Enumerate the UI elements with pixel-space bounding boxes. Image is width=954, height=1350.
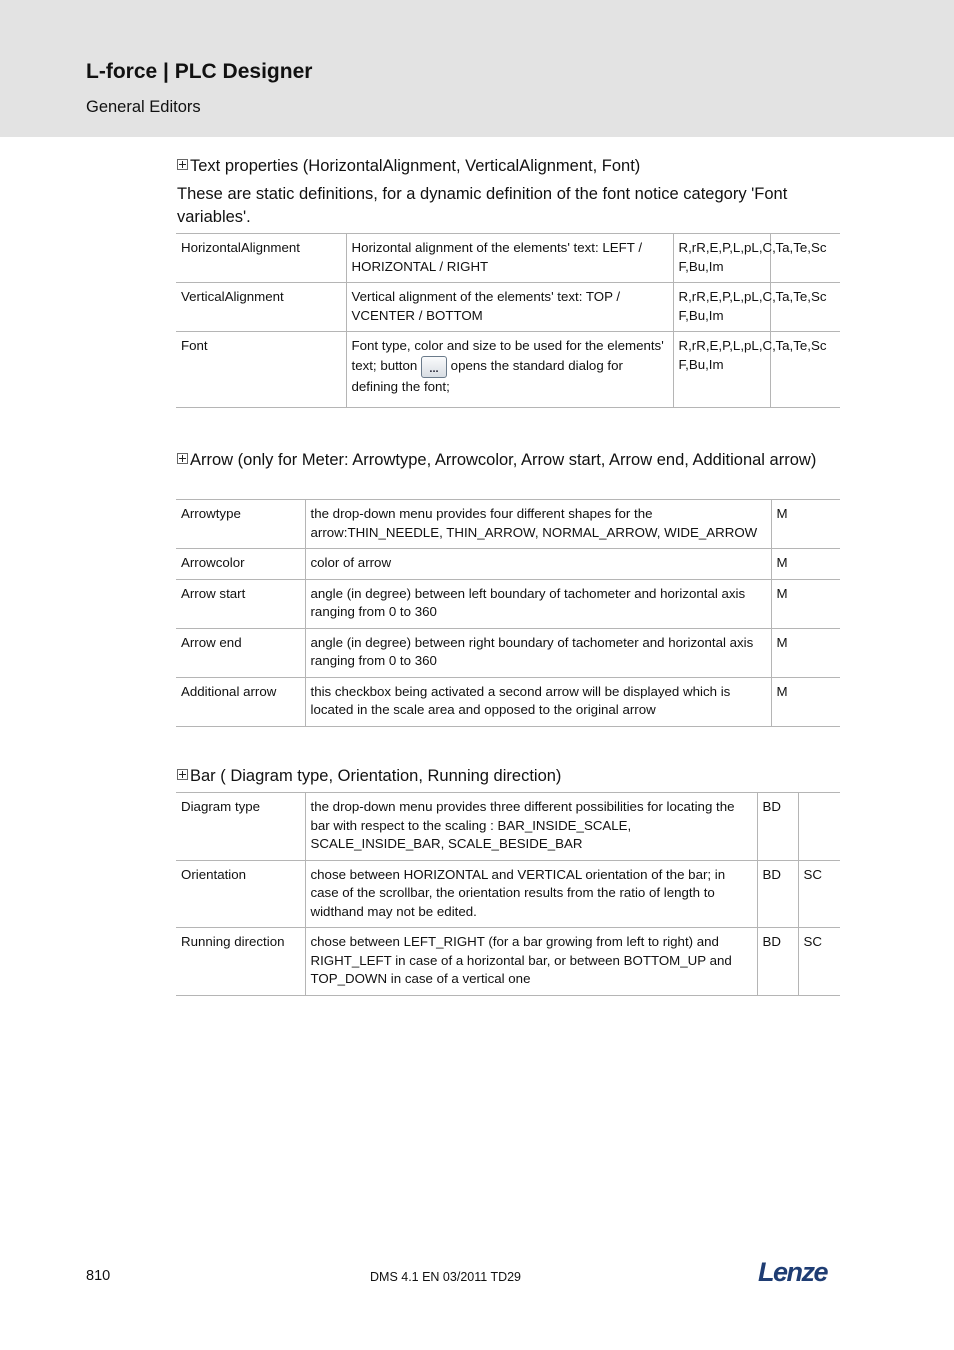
- property-elements: M: [771, 579, 840, 628]
- property-name: Arrowtype: [176, 500, 305, 549]
- section-heading-text: Arrow (only for Meter: Arrowtype, Arrowcolor, Arrow start, Arrow end, Additional arrow): [190, 451, 817, 469]
- property-name: VerticalAlignment: [176, 283, 346, 332]
- property-types: [798, 793, 840, 861]
- font-dialog-button[interactable]: ...: [421, 356, 447, 378]
- table-row: [176, 332, 840, 408]
- property-name: HorizontalAlignment: [176, 234, 346, 283]
- property-types: Ta,Te,Sc: [770, 332, 840, 408]
- chapter-title: General Editors: [86, 98, 201, 116]
- property-description: [346, 332, 673, 408]
- property-description: chose between LEFT_RIGHT (for a bar growing from left to right) and RIGHT_LEFT in case of a horizontal bar, or between BOTTOM_UP and TOP_DOWN in case of a vertical one: [305, 928, 757, 996]
- expand-plus-icon[interactable]: [177, 159, 188, 170]
- lenze-logo: [757, 1255, 839, 1287]
- property-types: Ta,Te,Sc: [770, 234, 840, 283]
- property-types: SC: [798, 860, 840, 928]
- arrow-table: [176, 499, 840, 727]
- expand-plus-icon[interactable]: [177, 453, 188, 464]
- table-row: [176, 579, 840, 628]
- table-row: [176, 234, 840, 283]
- font-desc-start: Font type, color and size to be used for the elements' text; button: [351, 338, 664, 373]
- property-description: the drop-down menu provides four different shapes for the arrow:THIN_NEEDLE, THIN_ARROW, NORMAL_ARROW, WIDE_ARROW: [305, 500, 771, 549]
- logo-text: Lenze: [758, 1257, 828, 1287]
- property-name: Arrow start: [176, 579, 305, 628]
- property-name: Font: [176, 332, 346, 408]
- table-row: [176, 549, 840, 580]
- property-description: this checkbox being activated a second arrow will be displayed which is located in the scale area and opposed to the original arrow: [305, 677, 771, 726]
- property-elements: R,rR,E,P,L,pL,C, F,Bu,Im: [673, 283, 770, 332]
- section-heading-arrow: [177, 449, 840, 472]
- expand-plus-icon[interactable]: [177, 769, 188, 780]
- property-description: color of arrow: [305, 549, 771, 580]
- property-description: chose between HORIZONTAL and VERTICAL orientation of the bar; in case of the scrollbar, the orientation results from the ratio of length to widthand may not be edited.: [305, 860, 757, 928]
- property-elements: M: [771, 677, 840, 726]
- text-properties-table: [176, 233, 840, 408]
- property-elements: M: [771, 628, 840, 677]
- property-elements: M: [771, 500, 840, 549]
- property-description: Horizontal alignment of the elements' text: LEFT / HORIZONTAL / RIGHT: [346, 234, 673, 283]
- section-heading-text-properties: [177, 155, 840, 178]
- property-elements: M: [771, 549, 840, 580]
- table-row: [176, 677, 840, 726]
- property-name: Arrowcolor: [176, 549, 305, 580]
- property-name: Additional arrow: [176, 677, 305, 726]
- property-elements: BD: [757, 793, 798, 861]
- property-elements: BD: [757, 860, 798, 928]
- font-desc-end: opens the standard dialog for defining the font;: [351, 357, 623, 394]
- property-description: angle (in degree) between right boundary of tachometer and horizontal axis ranging from 0 to 360: [305, 628, 771, 677]
- table-row: [176, 628, 840, 677]
- table-row: [176, 860, 840, 928]
- property-name: Orientation: [176, 860, 305, 928]
- property-description: the drop-down menu provides three different possibilities for locating the bar with respect to the scaling : BAR_INSIDE_SCALE, SCALE_INSIDE_BAR, SCALE_BESIDE_BAR: [305, 793, 757, 861]
- property-description: angle (in degree) between left boundary of tachometer and horizontal axis ranging from 0 to 360: [305, 579, 771, 628]
- page-header: [0, 0, 954, 137]
- property-types: SC: [798, 928, 840, 996]
- table-row: [176, 283, 840, 332]
- property-description: Vertical alignment of the elements' text: TOP / VCENTER / BOTTOM: [346, 283, 673, 332]
- property-elements: BD: [757, 928, 798, 996]
- section-heading-bar: [177, 765, 840, 788]
- section-note-font: These are static definitions, for a dynamic definition of the font notice category 'Font variables'.: [177, 185, 788, 226]
- section-heading-text: Text properties (HorizontalAlignment, VerticalAlignment, Font): [190, 157, 641, 175]
- page-number: 810: [86, 1268, 111, 1284]
- document-title: L-force | PLC Designer: [86, 60, 313, 83]
- property-name: Arrow end: [176, 628, 305, 677]
- property-name: Diagram type: [176, 793, 305, 861]
- property-elements: R,rR,E,P,L,pL,C, F,Bu,Im: [673, 234, 770, 283]
- section-heading-text: Bar ( Diagram type, Orientation, Running direction): [190, 767, 562, 785]
- property-elements: R,rR,E,P,L,pL,C, F,Bu,Im: [673, 332, 770, 408]
- property-name: Running direction: [176, 928, 305, 996]
- document-id: DMS 4.1 EN 03/2011 TD29: [370, 1270, 522, 1284]
- bar-table: [176, 792, 840, 996]
- table-row: [176, 500, 840, 549]
- table-row: [176, 793, 840, 861]
- table-row: [176, 928, 840, 996]
- property-types: Ta,Te,Sc: [770, 283, 840, 332]
